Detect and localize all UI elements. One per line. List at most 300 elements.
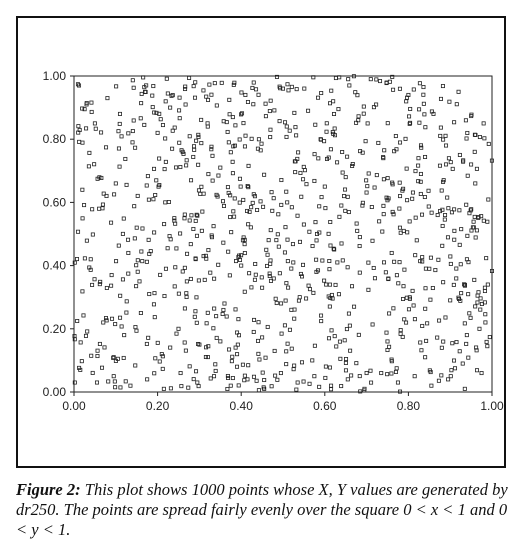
data-point xyxy=(251,86,254,89)
data-point xyxy=(243,145,246,148)
data-point xyxy=(358,235,361,238)
data-point xyxy=(341,150,344,153)
data-point xyxy=(238,138,241,141)
data-point xyxy=(192,85,195,88)
data-point xyxy=(344,209,347,212)
data-point xyxy=(265,248,268,251)
data-point xyxy=(279,371,282,374)
data-point xyxy=(124,157,127,160)
data-point xyxy=(465,203,468,206)
data-point xyxy=(279,302,282,305)
data-point xyxy=(449,299,452,302)
data-point xyxy=(254,262,257,265)
data-point xyxy=(447,207,450,210)
data-point xyxy=(299,171,302,174)
data-point xyxy=(90,101,93,104)
data-point xyxy=(385,331,388,334)
data-point xyxy=(184,349,187,352)
data-point xyxy=(480,371,483,374)
data-point xyxy=(195,296,198,299)
data-point xyxy=(213,307,216,310)
data-point xyxy=(255,379,258,382)
data-point xyxy=(226,387,229,390)
data-point xyxy=(362,105,365,108)
data-point xyxy=(270,385,273,388)
data-point xyxy=(278,272,281,275)
data-point xyxy=(459,263,462,266)
data-point xyxy=(237,384,240,387)
data-point xyxy=(135,226,138,229)
data-point xyxy=(315,258,318,261)
data-point xyxy=(337,293,340,296)
data-point xyxy=(465,137,468,140)
data-point xyxy=(171,147,174,150)
data-point xyxy=(409,107,412,110)
data-point xyxy=(293,308,296,311)
data-point xyxy=(336,261,339,264)
data-point xyxy=(231,115,234,118)
data-point xyxy=(343,339,346,342)
data-point xyxy=(257,138,260,141)
data-point xyxy=(307,284,310,287)
data-point xyxy=(159,118,162,121)
data-point xyxy=(158,157,161,160)
data-point xyxy=(314,221,317,224)
data-point xyxy=(290,308,293,311)
data-point xyxy=(187,76,190,79)
data-point xyxy=(330,89,333,92)
data-point xyxy=(329,220,332,223)
data-point xyxy=(467,293,470,296)
data-point xyxy=(458,243,461,246)
data-point xyxy=(247,223,250,226)
data-point xyxy=(139,117,142,120)
data-point xyxy=(239,185,242,188)
data-point xyxy=(323,185,326,188)
data-point xyxy=(183,217,186,220)
data-point xyxy=(246,100,249,103)
data-point xyxy=(467,356,470,359)
data-point xyxy=(407,308,410,311)
data-point xyxy=(76,319,79,322)
data-point xyxy=(178,96,181,99)
data-point xyxy=(178,141,181,144)
data-point xyxy=(271,209,274,212)
data-point xyxy=(316,96,319,99)
data-point xyxy=(101,207,104,210)
data-point xyxy=(251,201,254,204)
data-point xyxy=(311,244,314,247)
data-point xyxy=(87,165,90,168)
data-point xyxy=(419,192,422,195)
data-point xyxy=(295,388,298,391)
data-point xyxy=(338,215,341,218)
data-point xyxy=(112,375,115,378)
data-point xyxy=(214,369,217,372)
data-point xyxy=(455,267,458,270)
data-point xyxy=(269,259,272,262)
data-point xyxy=(221,200,224,203)
data-point xyxy=(422,93,425,96)
data-point xyxy=(276,233,279,236)
data-point xyxy=(437,319,440,322)
data-point xyxy=(290,347,293,350)
data-point xyxy=(427,189,430,192)
data-point xyxy=(232,215,235,218)
data-point xyxy=(247,364,250,367)
data-point xyxy=(286,342,289,345)
data-point xyxy=(470,163,473,166)
data-point xyxy=(235,353,238,356)
data-point xyxy=(485,340,488,343)
data-point xyxy=(372,266,375,269)
data-point xyxy=(344,357,347,360)
data-point xyxy=(228,274,231,277)
data-point xyxy=(424,126,427,129)
data-point xyxy=(134,364,137,367)
data-point xyxy=(405,199,408,202)
data-point xyxy=(161,123,164,126)
data-point xyxy=(382,213,385,216)
data-point xyxy=(466,174,469,177)
data-point xyxy=(317,157,320,160)
data-point xyxy=(449,161,452,164)
data-point xyxy=(464,119,467,122)
data-point xyxy=(140,250,143,253)
data-point xyxy=(269,135,272,138)
data-point xyxy=(383,149,386,152)
data-point xyxy=(269,262,272,265)
data-point xyxy=(312,291,315,294)
data-point xyxy=(261,371,264,374)
data-point xyxy=(81,217,84,220)
data-point xyxy=(264,102,267,105)
data-point xyxy=(161,355,164,358)
data-point xyxy=(169,106,172,109)
data-point xyxy=(369,78,372,81)
data-point xyxy=(392,307,395,310)
data-point xyxy=(136,194,139,197)
data-point xyxy=(437,258,440,261)
data-point xyxy=(394,370,397,373)
data-point xyxy=(266,325,269,328)
data-point xyxy=(246,378,249,381)
data-point xyxy=(285,363,288,366)
data-point xyxy=(405,100,408,103)
data-point xyxy=(406,231,409,234)
data-point xyxy=(189,179,192,182)
data-point xyxy=(465,333,468,336)
data-point xyxy=(369,381,372,384)
data-point xyxy=(352,305,355,308)
data-point xyxy=(430,211,433,214)
data-point xyxy=(260,142,263,145)
data-point xyxy=(398,226,401,229)
data-point xyxy=(260,276,263,279)
data-point xyxy=(208,83,211,86)
data-point xyxy=(146,378,149,381)
data-point xyxy=(190,214,193,217)
data-point xyxy=(114,322,117,325)
data-point xyxy=(452,283,455,286)
data-point xyxy=(179,232,182,235)
figure-frame xyxy=(16,16,506,468)
data-point xyxy=(244,93,247,96)
data-point xyxy=(286,286,289,289)
data-point xyxy=(452,359,455,362)
data-point xyxy=(124,380,127,383)
data-point xyxy=(177,292,180,295)
data-point xyxy=(249,226,252,229)
data-point xyxy=(273,109,276,112)
data-point xyxy=(423,155,426,158)
data-point xyxy=(136,270,139,273)
data-point xyxy=(341,259,344,262)
data-point xyxy=(83,257,86,260)
data-point xyxy=(382,204,385,207)
data-point xyxy=(240,91,243,94)
data-point xyxy=(382,261,385,264)
data-point xyxy=(350,374,353,377)
data-point xyxy=(114,386,117,389)
data-point xyxy=(365,191,368,194)
data-point xyxy=(193,315,196,318)
data-point xyxy=(414,254,417,257)
data-point xyxy=(103,346,106,349)
data-point xyxy=(197,279,200,282)
data-point xyxy=(166,247,169,250)
data-point xyxy=(375,78,378,81)
data-point xyxy=(91,371,94,374)
data-point xyxy=(451,342,454,345)
data-point xyxy=(166,92,169,95)
data-point xyxy=(131,79,134,82)
data-point xyxy=(230,360,233,363)
data-point xyxy=(334,76,337,79)
data-point xyxy=(234,259,237,262)
data-point xyxy=(183,341,186,344)
data-point xyxy=(274,374,277,377)
data-point xyxy=(329,384,332,387)
data-point xyxy=(151,105,154,108)
data-point xyxy=(328,268,331,271)
data-point xyxy=(131,141,134,144)
data-point xyxy=(417,108,420,111)
data-point xyxy=(156,341,159,344)
data-point xyxy=(404,137,407,140)
data-point xyxy=(243,379,246,382)
data-point xyxy=(482,122,485,125)
data-point xyxy=(240,264,243,267)
data-point xyxy=(461,362,464,365)
data-point xyxy=(188,365,191,368)
data-point xyxy=(261,336,264,339)
data-point xyxy=(211,154,214,157)
data-point xyxy=(269,99,272,102)
data-point xyxy=(153,231,156,234)
data-point xyxy=(436,336,439,339)
data-point xyxy=(324,376,327,379)
data-point xyxy=(252,81,255,84)
data-point xyxy=(347,78,350,81)
data-point xyxy=(264,115,267,118)
data-point xyxy=(315,239,318,242)
data-point xyxy=(82,314,85,317)
data-point xyxy=(321,259,324,262)
data-point xyxy=(164,267,167,270)
data-point xyxy=(329,388,332,391)
data-point xyxy=(179,371,182,374)
y-tick-label: 1.00 xyxy=(42,69,66,83)
data-point xyxy=(288,328,291,331)
data-point xyxy=(398,181,401,184)
scatter-plot xyxy=(18,18,508,470)
y-tick-label: 0.20 xyxy=(42,321,66,336)
data-point xyxy=(472,220,475,223)
data-point xyxy=(338,340,341,343)
data-point xyxy=(313,375,316,378)
x-tick-label: 0.20 xyxy=(145,399,170,413)
data-point xyxy=(348,324,351,327)
data-point xyxy=(330,329,333,332)
data-point xyxy=(484,313,487,316)
data-point xyxy=(344,176,347,179)
data-point xyxy=(118,112,121,115)
data-point xyxy=(257,321,260,324)
data-point xyxy=(153,316,156,319)
data-point xyxy=(450,369,453,372)
data-point xyxy=(449,262,452,265)
data-point xyxy=(290,85,293,88)
data-point xyxy=(396,381,399,384)
data-point xyxy=(197,189,200,192)
data-point xyxy=(337,107,340,110)
data-point xyxy=(174,266,177,269)
data-point xyxy=(356,229,359,232)
data-point xyxy=(235,365,238,368)
data-point xyxy=(206,122,209,125)
data-point xyxy=(466,131,469,134)
data-point xyxy=(272,197,275,200)
data-point xyxy=(115,85,118,88)
data-point xyxy=(277,213,280,216)
data-point xyxy=(449,375,452,378)
data-point xyxy=(253,278,256,281)
data-point xyxy=(415,239,418,242)
data-point xyxy=(229,151,232,154)
data-point xyxy=(106,97,109,100)
data-point xyxy=(465,342,468,345)
data-point xyxy=(412,304,415,307)
data-point xyxy=(215,315,218,318)
data-point xyxy=(178,117,181,120)
data-point xyxy=(250,206,253,209)
data-point xyxy=(117,130,120,133)
caption-lead: Figure 2: xyxy=(16,480,81,499)
data-point xyxy=(388,80,391,83)
data-point xyxy=(303,87,306,90)
data-point xyxy=(219,166,222,169)
data-point xyxy=(487,198,490,201)
data-point xyxy=(228,98,231,101)
data-point xyxy=(207,248,210,251)
data-point xyxy=(84,334,87,337)
data-point xyxy=(340,242,343,245)
data-point xyxy=(243,374,246,377)
data-point xyxy=(473,150,476,153)
data-point xyxy=(444,163,447,166)
data-point xyxy=(295,134,298,137)
data-point xyxy=(202,89,205,92)
data-point xyxy=(427,205,430,208)
data-point xyxy=(366,122,369,125)
data-point xyxy=(469,316,472,319)
data-point xyxy=(164,100,167,103)
data-point xyxy=(152,198,155,201)
data-point xyxy=(215,336,218,339)
data-point xyxy=(479,308,482,311)
data-point xyxy=(486,345,489,348)
data-point xyxy=(229,215,232,218)
data-point xyxy=(133,237,136,240)
data-point xyxy=(84,127,87,130)
data-point xyxy=(220,81,223,84)
data-point xyxy=(468,312,471,315)
data-point xyxy=(88,151,91,154)
data-point xyxy=(412,88,415,91)
figure-caption xyxy=(16,480,516,540)
data-point xyxy=(79,341,82,344)
data-point xyxy=(192,145,195,148)
data-point xyxy=(127,272,130,275)
data-point xyxy=(286,238,289,241)
data-point xyxy=(120,135,123,138)
data-point xyxy=(226,130,229,133)
data-point xyxy=(118,122,121,125)
data-point xyxy=(147,336,150,339)
data-point xyxy=(152,84,155,87)
data-point xyxy=(335,345,338,348)
data-point xyxy=(100,366,103,369)
data-point xyxy=(154,357,157,360)
data-point xyxy=(473,215,476,218)
data-point xyxy=(225,315,228,318)
data-point xyxy=(308,288,311,291)
data-point xyxy=(287,89,290,92)
data-point xyxy=(320,91,323,94)
data-point xyxy=(207,172,210,175)
data-point xyxy=(443,213,446,216)
data-point xyxy=(413,375,416,378)
data-point xyxy=(398,87,401,90)
data-point xyxy=(449,255,452,258)
data-point xyxy=(346,378,349,381)
data-point xyxy=(367,288,370,291)
data-point xyxy=(440,346,443,349)
data-point xyxy=(141,260,144,263)
data-point xyxy=(80,360,83,363)
data-point xyxy=(463,387,466,390)
data-point xyxy=(114,182,117,185)
data-point xyxy=(443,218,446,221)
data-point xyxy=(232,210,235,213)
data-point xyxy=(210,93,213,96)
data-point xyxy=(223,302,226,305)
data-point xyxy=(117,244,120,247)
data-point xyxy=(212,225,215,228)
data-point xyxy=(125,300,128,303)
data-point xyxy=(129,384,132,387)
